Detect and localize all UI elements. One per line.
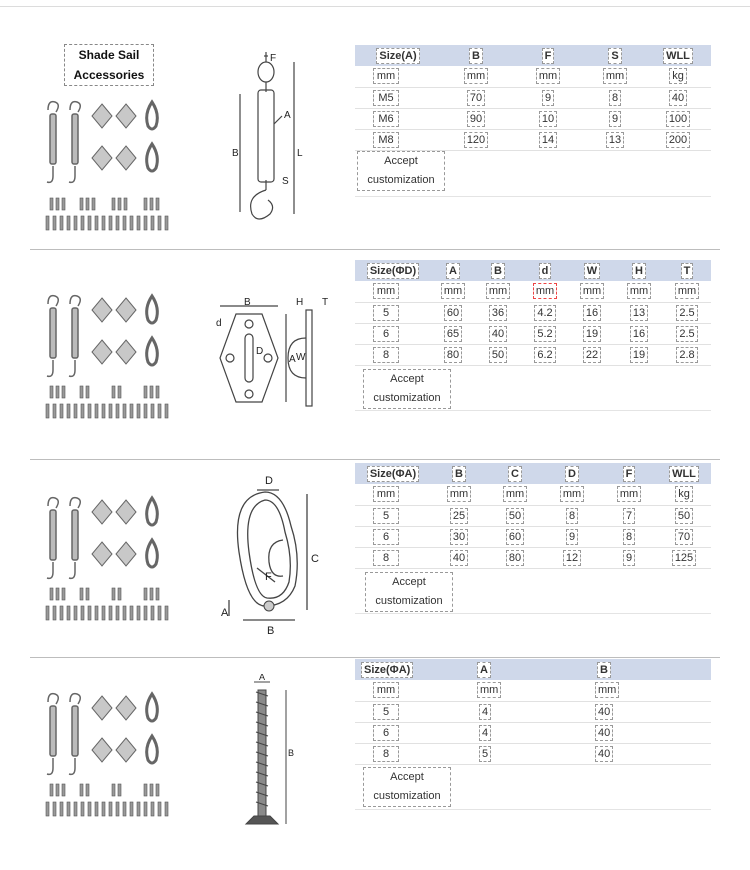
header-cell: W — [584, 263, 600, 279]
table-cell: 80 — [431, 344, 475, 365]
header-cell: d — [539, 263, 552, 279]
table-row — [355, 87, 711, 108]
section-divider — [30, 657, 720, 658]
title-line-1: Shade Sail — [78, 48, 140, 62]
table-row — [355, 129, 711, 150]
table-cell: mm — [615, 281, 663, 302]
table-cell: 9 — [601, 547, 657, 568]
turnbuckle-diagram — [228, 52, 308, 227]
table-row — [355, 66, 711, 87]
table-cell: 80 — [487, 547, 543, 568]
accept-customization-note: Accept customization — [363, 767, 451, 807]
dim-label-t: T — [322, 297, 329, 308]
dim-label-f: F — [265, 571, 272, 583]
table-row — [355, 323, 711, 344]
accept-customization-note: Accept customization — [363, 369, 451, 409]
accept-customization-note: Accept customization — [365, 572, 453, 612]
header-cell: B — [491, 263, 505, 279]
table-cell: 65 — [431, 323, 475, 344]
snap-hook-spec-table — [355, 463, 711, 569]
table-header-row — [355, 463, 711, 484]
table-end-rule — [355, 613, 711, 614]
table-cell: mm — [355, 484, 431, 505]
table-cell: mm — [543, 484, 601, 505]
table-end-rule — [355, 809, 711, 810]
pad-eye-icon — [92, 104, 136, 170]
table-header-row — [355, 659, 711, 680]
table-cell: 6 — [355, 526, 431, 547]
table-cell: 13 — [615, 302, 663, 323]
table-cell: 5 — [355, 505, 431, 526]
table-cell: mm — [355, 680, 451, 701]
dim-label-b: B — [267, 625, 275, 637]
header-cell: B — [597, 662, 611, 678]
dim-label-a: A — [221, 607, 229, 619]
table-row — [355, 722, 711, 743]
pad-eye-diagram — [200, 296, 340, 412]
table-cell: 9 — [511, 87, 585, 108]
table-row — [355, 108, 711, 129]
table-cell: mm — [521, 281, 569, 302]
header-cell: B — [452, 466, 466, 482]
table-cell: 2.5 — [663, 302, 711, 323]
dim-label-d-small: d — [216, 318, 222, 329]
table-cell: 6 — [355, 323, 431, 344]
table-cell: mm — [475, 281, 521, 302]
table-cell: mm — [487, 484, 543, 505]
table-row — [355, 743, 711, 764]
screw-diagram — [236, 674, 296, 840]
table-end-rule — [355, 196, 711, 197]
header-cell: Size(ΦD) — [367, 263, 419, 279]
table-cell: 5 — [355, 701, 451, 722]
header-cell: T — [681, 263, 694, 279]
table-cell: 8 — [543, 505, 601, 526]
header-cell: WLL — [663, 48, 693, 64]
header-cell: WLL — [669, 466, 699, 482]
table-cell: 40 — [645, 87, 711, 108]
table-cell: 22 — [569, 344, 615, 365]
table-cell: 5 — [355, 302, 431, 323]
dim-label-d: D — [265, 475, 273, 487]
table-cell: mm — [585, 66, 645, 87]
accessory-kit-image — [40, 290, 180, 440]
header-cell: D — [565, 466, 579, 482]
table-cell: 40 — [431, 547, 487, 568]
table-cell: mm — [601, 484, 657, 505]
table-cell: 60 — [487, 526, 543, 547]
table-cell: 16 — [569, 302, 615, 323]
table-cell: kg — [657, 484, 711, 505]
table-cell: 120 — [441, 129, 511, 150]
header-cell: B — [469, 48, 483, 64]
dim-label-b: B — [232, 148, 239, 159]
table-cell: 50 — [475, 344, 521, 365]
table-cell: 40 — [581, 722, 711, 743]
table-cell: 40 — [475, 323, 521, 344]
table-row — [355, 484, 711, 505]
table-cell: 40 — [581, 701, 711, 722]
header-cell: Size(A) — [376, 48, 419, 64]
dim-label-a: A — [284, 110, 291, 121]
header-cell: A — [446, 263, 460, 279]
table-cell: 6.2 — [521, 344, 569, 365]
table-row — [355, 701, 711, 722]
table-cell: M8 — [355, 129, 441, 150]
dim-label-d-large: D — [256, 346, 264, 357]
table-cell: 200 — [645, 129, 711, 150]
title-line-2: Accessories — [73, 68, 145, 82]
table-cell: 8 — [355, 547, 431, 568]
table-cell: 90 — [441, 108, 511, 129]
table-cell: 125 — [657, 547, 711, 568]
table-cell: mm — [581, 680, 711, 701]
table-cell: 36 — [475, 302, 521, 323]
table-row — [355, 302, 711, 323]
table-row — [355, 526, 711, 547]
table-cell: 70 — [657, 526, 711, 547]
table-end-rule — [355, 410, 711, 411]
header-cell: S — [608, 48, 621, 64]
table-row — [355, 344, 711, 365]
table-cell: 4.2 — [521, 302, 569, 323]
snap-hook-icon — [147, 102, 158, 171]
table-cell: 8 — [355, 743, 451, 764]
accessory-kit-image — [40, 96, 180, 246]
pad-eye-spec-table — [355, 260, 711, 366]
table-cell: 8 — [601, 526, 657, 547]
table-cell: 19 — [615, 344, 663, 365]
table-cell: 4 — [451, 701, 581, 722]
table-cell: 100 — [645, 108, 711, 129]
screw-spec-table — [355, 659, 711, 765]
table-cell: M5 — [355, 87, 441, 108]
table-cell: 25 — [431, 505, 487, 526]
table-cell: mm — [451, 680, 581, 701]
table-cell: mm — [431, 281, 475, 302]
table-cell: 9 — [585, 108, 645, 129]
table-cell: 10 — [511, 108, 585, 129]
table-cell: 5.2 — [521, 323, 569, 344]
accept-customization-note: Accept customization — [357, 151, 445, 191]
table-cell: 12 — [543, 547, 601, 568]
top-rule — [0, 6, 750, 7]
dim-label-w: W — [296, 352, 306, 363]
header-cell: Size(ΦA) — [367, 466, 419, 482]
table-cell: 19 — [569, 323, 615, 344]
dim-label-a: A — [289, 354, 296, 365]
table-cell: 6 — [355, 722, 451, 743]
section-divider — [30, 459, 720, 460]
table-row — [355, 680, 711, 701]
turnbuckle-spec-table — [355, 45, 711, 151]
dim-label-b: B — [244, 297, 251, 308]
dim-label-c: C — [311, 553, 319, 565]
table-cell: 8 — [585, 87, 645, 108]
header-cell: Size(ΦA) — [361, 662, 413, 678]
section-divider — [30, 249, 720, 250]
table-cell: 70 — [441, 87, 511, 108]
table-cell: mm — [511, 66, 585, 87]
title-box — [64, 44, 154, 86]
table-cell: 13 — [585, 129, 645, 150]
table-cell: 2.5 — [663, 323, 711, 344]
table-cell: 30 — [431, 526, 487, 547]
header-cell: A — [477, 662, 491, 678]
table-cell: mm — [431, 484, 487, 505]
screws-icon — [46, 198, 168, 230]
table-cell: 60 — [431, 302, 475, 323]
table-cell: 16 — [615, 323, 663, 344]
table-cell: M6 — [355, 108, 441, 129]
dim-label-h: H — [296, 297, 304, 308]
table-cell: kg — [645, 66, 711, 87]
dim-label-f: F — [270, 53, 277, 64]
table-cell: mm — [441, 66, 511, 87]
dim-label-a: A — [259, 674, 266, 682]
table-row — [355, 281, 711, 302]
dim-label-s: S — [282, 176, 289, 187]
header-cell: C — [508, 466, 522, 482]
table-cell: 40 — [581, 743, 711, 764]
table-cell: mm — [355, 281, 431, 302]
table-cell: 14 — [511, 129, 585, 150]
header-cell: F — [623, 466, 636, 482]
table-header-row — [355, 45, 711, 66]
dim-label-l: L — [297, 148, 303, 159]
table-cell: 50 — [487, 505, 543, 526]
snap-hook-diagram — [215, 470, 325, 640]
header-cell: F — [542, 48, 555, 64]
table-cell: 7 — [601, 505, 657, 526]
accessory-kit-image — [40, 492, 180, 642]
table-row — [355, 505, 711, 526]
table-cell: mm — [569, 281, 615, 302]
table-cell: 50 — [657, 505, 711, 526]
table-cell: 2.8 — [663, 344, 711, 365]
table-row — [355, 547, 711, 568]
table-cell: 5 — [451, 743, 581, 764]
table-cell: mm — [355, 66, 441, 87]
table-header-row — [355, 260, 711, 281]
accessory-kit-image — [40, 688, 180, 838]
table-cell: 9 — [543, 526, 601, 547]
turnbuckle-icon — [47, 102, 80, 183]
table-cell: 4 — [451, 722, 581, 743]
table-cell: mm — [663, 281, 711, 302]
table-cell: 8 — [355, 344, 431, 365]
header-cell: H — [632, 263, 646, 279]
dim-label-b: B — [288, 748, 295, 758]
